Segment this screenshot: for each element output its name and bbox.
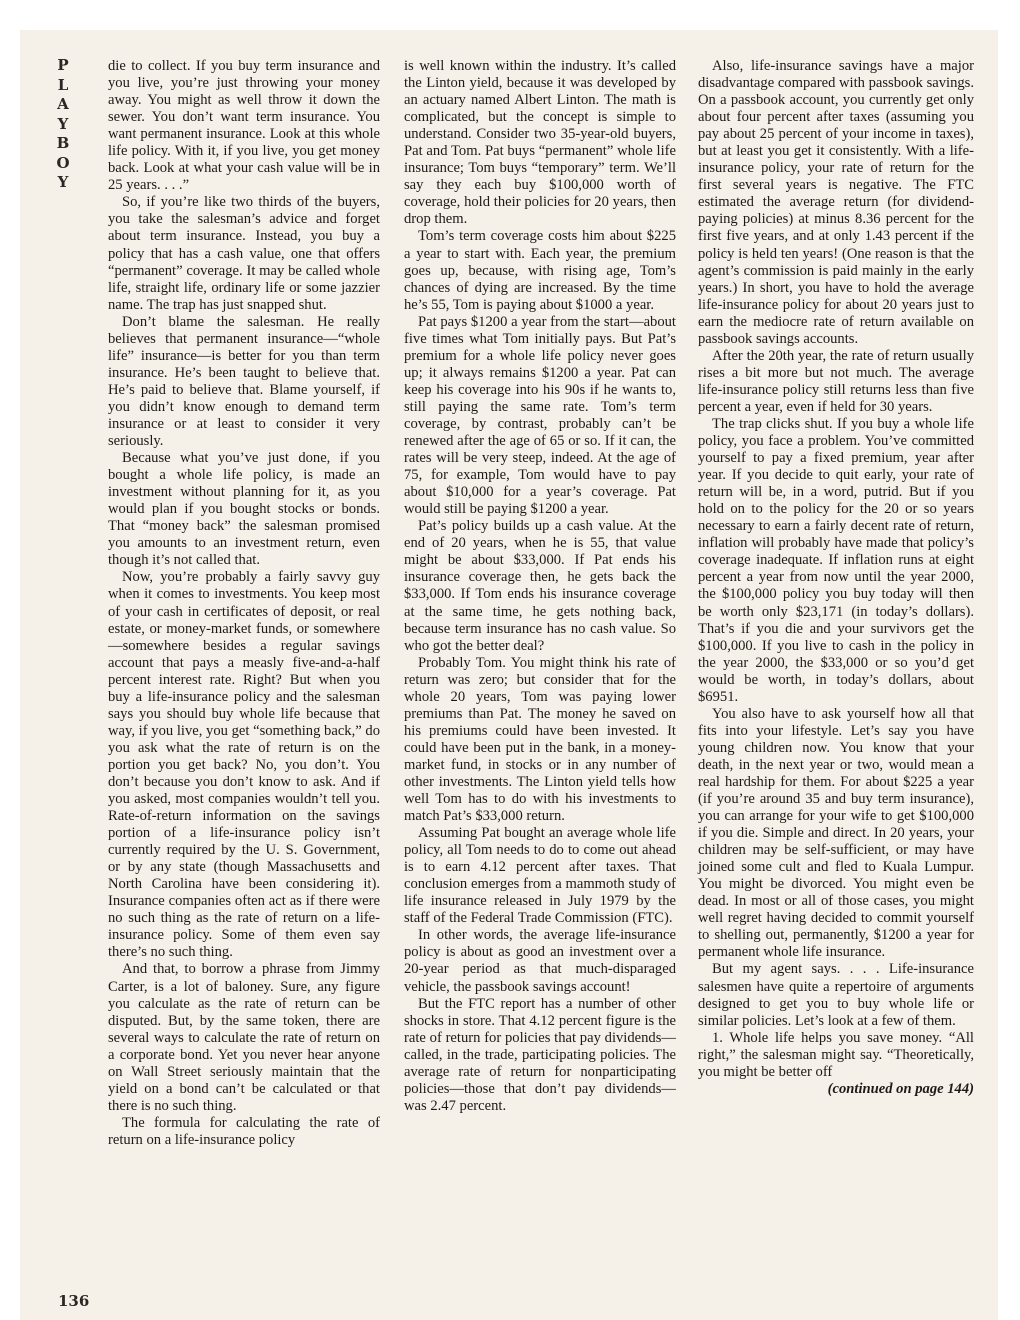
paragraph: is well known within the industry. It’s called the Linton yield, because it was developed by an actuary named Albert Linton. The math is complicated, but the concept is simple to understand. Consider two 35-year-old buyers, Pat and Tom. Pat buys “permanent” whole life insurance; Tom buys “temporary” term. We’ll say they each buy $100,000 worth of coverage, hold their policies for 20 years, then drop them.	[404, 58, 676, 228]
running-head	[54, 56, 72, 193]
paragraph: die to collect. If you buy term insurance and you live, you’re just throwing your money away. You might as well throw it down the sewer. You don’t want term insurance. You want permanent insurance. Look at this whole life policy. With it, if you live, you get money back. Look at what your cash value will be in 25 years. . . .”	[108, 58, 380, 194]
running-head-letter: Y	[57, 173, 69, 191]
running-head-letter: Y	[57, 114, 69, 133]
running-head-letter: L	[57, 75, 69, 94]
paragraph: Now, you’re probably a fairly savvy guy when it comes to investments. You keep most of your cash in certificates of deposit, or real estate, or money-market funds, or somewhere—somewhere besides a regular savings account that pays a measly five-and-a-half percent interest rate. Right? But when you buy a life-insurance policy and the salesman says you should buy whole life because that way, if you live, you get “something back,” do you ask what the rate of return is on the portion you get back? No, you don’t. You don’t because you don’t know to ask. And if you asked, most companies wouldn’t tell you. Rate-of-return information on the savings portion of a life-insurance policy isn’t currently required by the U. S. Government, or by any state (though Massachusetts and North Carolina have been considering it). Insurance companies often act as if there were no such thing as the rate of return on a life-insurance policy. Some of them even say there’s no such thing.	[108, 569, 380, 961]
paragraph: Don’t blame the salesman. He really believes that permanent insurance—“whole life” insurance—is better for you than term insurance. He’s been taught to believe that. He’s paid to believe that. Blame yourself, if you didn’t know enough to demand term insurance or at least to consider it very seriously.	[108, 313, 380, 450]
page-number: 136	[58, 1292, 90, 1310]
paragraph: Also, life-insurance savings have a major disadvantage compared with passbook savings. On a passbook account, you currently get only about four percent after taxes (assuming you pay about 25 percent of your income in taxes), but at least you get it consistently. With a life-insurance policy, your rate of return for the first several years is negative. The FTC estimated the average return (for dividend-paying policies) at minus 8.36 percent for the first five years, and at only 1.43 percent if the policy is held ten years! (One reason is that the agent’s commission is paid mainly in the early years.) In short, you have to hold the average life-insurance policy for about 20 years just to earn the mediocre rate of return available on passbook savings accounts.	[698, 58, 975, 347]
paragraph: The formula for calculating the rate of return on a life-insurance policy	[108, 1114, 380, 1148]
paragraph: 1. Whole life helps you save money. “All right,” the salesman might say. “Theoretically, you might be better off	[698, 1029, 974, 1080]
running-head-letter: O	[56, 153, 70, 172]
text-column-2	[404, 58, 676, 1115]
paragraph: After the 20th year, the rate of return usually rises a bit more but not much. The average life-insurance policy still returns less than five percent a year, even if held for 30 years.	[698, 347, 974, 415]
magazine-page	[20, 30, 998, 1320]
paragraph: In other words, the average life-insurance policy is about as good an investment over a 20-year period as that much-disparaged vehicle, the passbook savings account!	[404, 927, 676, 995]
paragraph: But the FTC report has a number of other shocks in store. That 4.12 percent figure is the rate of return for policies that pay dividends—called, in the trade, participating policies. The average rate of return for nonparticipating policies—those that don’t pay dividends—was 2.47 percent.	[404, 995, 676, 1114]
running-head-letter: B	[56, 134, 70, 152]
paragraph: The trap clicks shut. If you buy a whole life policy, you face a problem. You’ve committed yourself to pay a fixed premium, year after year. If you decide to quit early, your rate of return will be, in a word, putrid. But if you hold on to the policy for the 20 or so years necessary to earn a fairly decent rate of return, inflation will probably have made that policy’s coverage inadequate. If inflation runs at eight percent a year from now until the year 2000, the $100,000 policy you buy today will then be worth only $23,171 (in today’s dollars). That’s if you die and your survivors get the $100,000. If you live to cash in the policy in the year 2000, the $33,000 or so you’d get would be worth, in today’s dollars, about $6951.	[698, 415, 974, 705]
paragraph: Tom’s term coverage costs him about $225 a year to start with. Each year, the premium goes up, because, with rising age, Tom’s chances of dying are increased. By the time he’s 55, Tom is paying about $1000 a year.	[404, 228, 676, 313]
running-head-letter: P	[57, 56, 69, 74]
text-column-3	[698, 58, 974, 1098]
paragraph: But my agent says. . . . Life-insurance salesmen have quite a repertoire of arguments designed to get you to buy whole life or similar policies. Let’s look at a few of them.	[698, 961, 974, 1029]
continued-line: (continued on page 144)	[827, 1080, 974, 1097]
paragraph: You also have to ask yourself how all that fits into your lifestyle. Let’s say you have young children now. You know that your death, in the next year or two, would mean a real hardship for them. For about $225 a year (if you’re around 35 and buy term insurance), you can arrange for your wife to get $100,000 if you die. Simple and direct. In 20 years, your children may be self-sufficient, or may have joined some cult and fled to Kuala Lumpur. You might be divorced. You might even be dead. In most or all of those cases, you might well regret having decided to commit yourself to shelling out, permanently, $1200 a year for permanent whole life insurance.	[698, 705, 974, 961]
paragraph: Pat’s policy builds up a cash value. At the end of 20 years, when he is 55, that value might be about $33,000. If Pat ends his insurance coverage then, he gets back the $33,000. If Tom ends his insurance coverage at the same time, he gets nothing back, because term insurance has no cash value. So who got the better deal?	[404, 518, 676, 654]
text-column-1	[108, 58, 380, 1149]
paragraph: Probably Tom. You might think his rate of return was zero; but consider that for the whole 20 years, Tom was paying lower premiums than Pat. The money he saved on his premiums could have been invested. It could have been put in the bank, in a money-market fund, in stocks or in any number of other investments. The Linton yield tells how well Tom has to do with his investments to match Pat’s $33,000 return.	[404, 654, 676, 825]
running-head-letter: A	[57, 95, 69, 113]
paragraph: Because what you’ve just done, if you bought a whole life policy, is made an investment without planning for it, as you would plan if you bought stocks or bonds. That “money back” the salesman promised you amounts to an investment return, even though it’s not called that.	[108, 450, 380, 569]
paragraph: Pat pays $1200 a year from the start—about five times what Tom initially pays. But Pat’s premium for a whole life policy never goes up; it always remains $1200 a year. Pat can keep his coverage into his 90s if he wants to, still paying the same rate. Tom’s term coverage, by contrast, probably can’t be renewed after the age of 65 or so. If it can, the rates will be very steep, indeed. At the age of 75, for example, Tom would have to pay about $10,000 for a year’s coverage. Pat would still be paying $1200 a year.	[404, 313, 676, 518]
paragraph: Assuming Pat bought an average whole life policy, all Tom needs to do to come out ahead is to earn 4.12 percent after taxes. That conclusion emerges from a mammoth study of life insurance released in July 1979 by the staff of the Federal Trade Commission (FTC).	[404, 825, 676, 927]
paragraph: And that, to borrow a phrase from Jimmy Carter, is a lot of baloney. Sure, any figure you calculate as the rate of return can be disputed. But, by the same token, there are several ways to calculate the rate of return on a corporate bond. Yet you never hear anyone on Wall Street seriously maintain that the yield on a bond can’t be calculated or that there is no such thing.	[108, 961, 380, 1114]
paragraph: So, if you’re like two thirds of the buyers, you take the salesman’s advice and forget about term insurance. Instead, you buy a policy that has a cash value, one that offers “permanent” coverage. It may be called whole life, straight life, ordinary life or some jazzier name. The trap has just snapped shut.	[108, 194, 380, 313]
